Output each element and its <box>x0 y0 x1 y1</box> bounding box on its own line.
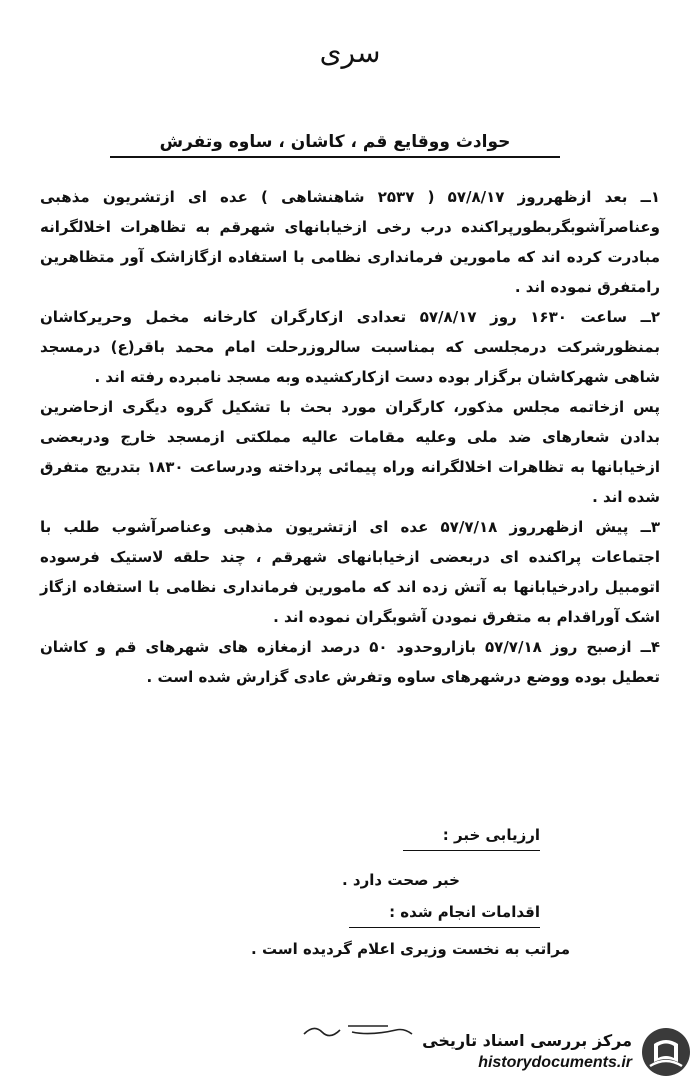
assessment-value: خبر صحت دارد . <box>342 871 460 889</box>
assessment-section <box>160 820 540 928</box>
classification-heading: سری <box>319 36 381 69</box>
paragraph-5: ۴ــ ازصبح روز ۵۷/۷/۱۸ بازاروحدود ۵۰ درصد ازمغازه های شهرهای قم و کاشان تعطیل بوده ووضع درشهرهای ساوه وتفرش عادی گزارش شده است . <box>40 638 660 686</box>
document-body <box>40 182 660 692</box>
paragraph-1: ۱ــ بعد ازظهرروز ۵۷/۸/۱۷ ( ۲۵۳۷ شاهنشاهی ) عده ای ازتشریون مذهبی وعناصرآشوبگربطورپراکنده درب رخی ازخیابانهای شهرقم به تظاهرات اخلالگرانه مبادرت کرده اند که مامورین فرمانداری نظامی با استفاده ازگازاشک آور متظاهرین رامتفرق نموده اند . <box>40 188 660 296</box>
paragraph-3: پس ازخاتمه مجلس مذکور، کارگران مورد بحث با تشکیل گروه دیگری ازحاضرین بدادن شعارهای ضد ملی وعلیه مقامات عالیه مملکتی ازمسجد خارج ودربعضی ازخیابانها به تظاهرات اخلالگرانه وراه پیمائی پرداخته ودرساعت ۱۸۳۰ بتدریج متفرق شده اند . <box>40 398 660 506</box>
watermark-url: historydocuments.ir <box>478 1054 632 1071</box>
assessment-label: ارزیابی خبر : <box>403 820 540 851</box>
paragraph-2: ۲ــ ساعت ۱۶۳۰ روز ۵۷/۸/۱۷ تعدادی ازکارگران کارخانه مخمل وحریرکاشان بمنظورشرکت درمجلسی که بمناسبت سالروزرحلت امام محمد باقر(ع) درمسجد شاهی شهرکاشان برگزار بوده دست ازکارکشیده وبه مسجد نامبرده رفته اند . <box>40 308 660 386</box>
actions-value: مراتب به نخست وزیری اعلام گردیده است . <box>251 940 570 958</box>
archive-watermark <box>402 1024 692 1080</box>
document-title: حوادث ووقایع قم ، کاشان ، ساوه وتفرش <box>110 132 560 158</box>
paragraph-4: ۳ــ پیش ازظهرروز ۵۷/۷/۱۸ عده ای ازتشریون مذهبی وعناصرآشوب طلب با اجتماعات پراکنده ای دربعضی ازخیابانهای شهرقم ، چند حلقه لاستیک فرسوده اتومبیل رادرخیابانها به آتش زده اند که مامورین فرمانداری نظامی با استفاده ازگاز اشک آوراقدام به متفرق نمودن آشوبگران نموده اند . <box>40 518 660 626</box>
watermark-name: مرکز بررسی اسناد تاریخی <box>422 1031 632 1050</box>
archive-logo-icon <box>640 1026 692 1078</box>
actions-label: اقدامات انجام شده : <box>349 897 540 928</box>
